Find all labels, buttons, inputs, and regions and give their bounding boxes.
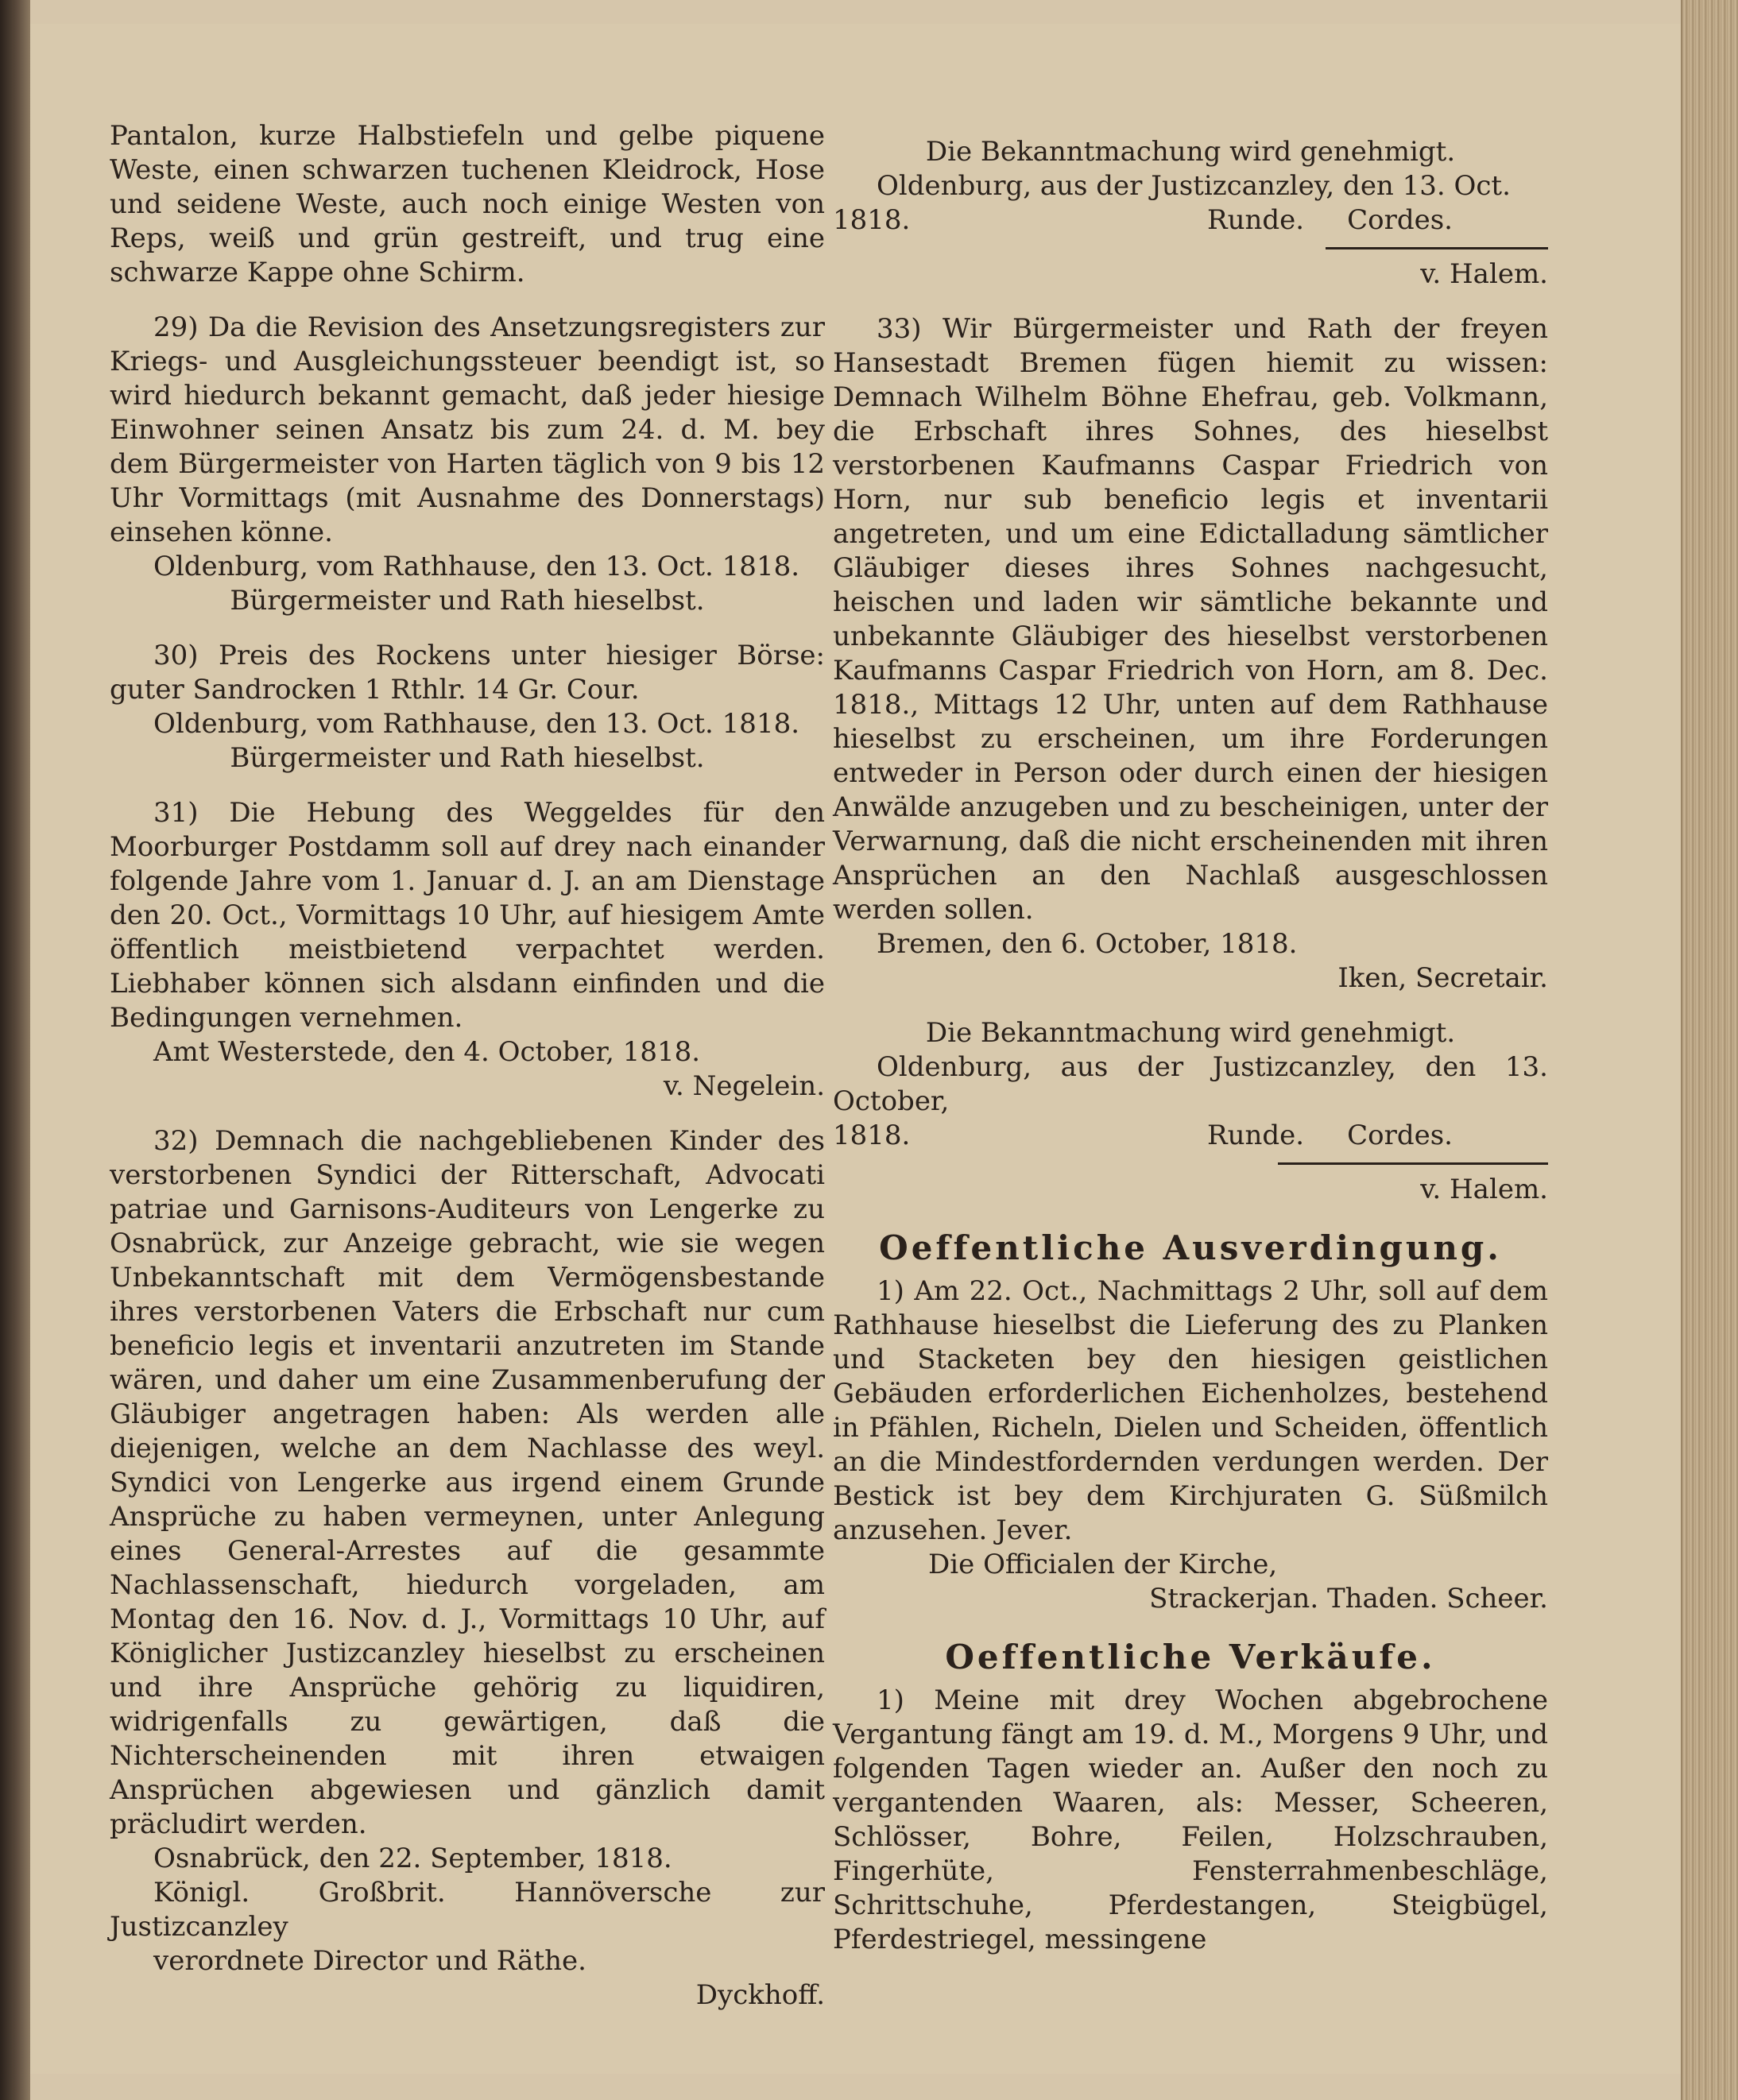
ausverdingung-1-signature-1: Die Officialen der Kirche, xyxy=(928,1549,1278,1580)
ausverdingung-1-text: 1) Am 22. Oct., Nachmittags 2 Uhr, soll auf dem Rathhause hieselbst die Lieferung des zu Planken und Stacketen bey den hiesigen geistlichen Gebäuden erforderlichen Eichenholzes, bestehend in Pfählen, Richeln, Dielen und Scheiden, öffentlich an die Mindestfordernden verdungen werden. Der Bestick ist bey dem Kirchjuraten G. Süßmilch anzusehen. Jever. xyxy=(833,1275,1548,1546)
paper-sheet xyxy=(30,24,1683,2074)
notice-32-signature: Dyckhoff. xyxy=(695,1979,825,2011)
notice-32-text: 32) Demnach die nachgebliebenen Kinder des verstorbenen Syndici der Ritterschaft, Advocati patriae und Garnisons-Auditeurs von Lengerke zu Osnabrück, zur Anzeige gebracht, wie sie wegen Unbekanntschaft mit dem Vermögensbestande ihres verstorbenen Vaters die Erbschaft nur cum beneficio legis et inventarii anzutreten im Stande wären, und daher um eine Zusammenberufung der Gläubiger angetragen haben: Als werden alle diejenigen, welche an dem Nachlasse des weyl. Syndici von Lengerke aus irgend einem Grunde Ansprüche zu haben vermeynen, unter Anlegung eines General-Arrestes auf die gesammte Nachlassenschaft, hiedurch vorgeladen, am Montag den 16. Nov. d. J., Vormittags 10 Uhr, auf Königlicher Justizcanzley hieselbst zu erscheinen und ihre Ansprüche gehörig zu liquidiren, widrigenfalls zu gewärtigen, daß die Nichterscheinenden mit ihren etwaigen Ansprüchen abgewiesen und gänzlich damit präcludirt werden. xyxy=(110,1125,825,1840)
approval-1-signature: v. Halem. xyxy=(1420,258,1548,290)
approval-1-year: 1818. xyxy=(833,204,911,236)
approval-2-names-row xyxy=(833,1119,1548,1153)
verkauf-1-text: 1) Meine mit drey Wochen abgebrochene Vergantung fängt am 19. d. M., Morgens 9 Uhr, und folgenden Tagen wieder an. Außer den noch zu vergantenden Waaren, als: Messer, Scheeren, Schlösser, Bohre, Feilen, Holzschrauben, Fingerhüte, Fensterrahmenbeschläge, Schrittschuhe, Pferdestangen, Steigbügel, Pferdestriegel, messingene xyxy=(833,1684,1548,1955)
book-spine xyxy=(0,0,30,2100)
notice-33-place: Bremen, den 6. October, 1818. xyxy=(877,928,1298,960)
ausverdingung-1-signature-2: Strackerjan. Thaden. Scheer. xyxy=(1149,1583,1548,1615)
right-column xyxy=(833,135,1548,1957)
page-fore-edge xyxy=(1681,0,1738,2100)
approval-2-place: Oldenburg, aus der Justizcanzley, den 13. October, xyxy=(833,1051,1548,1117)
section-heading-ausverdingung: Oeffentliche Ausverdingung. xyxy=(879,1228,1502,1267)
continued-description: Pantalon, kurze Halbstiefeln und gelbe piquene Weste, einen schwarzen tuchenen Kleidrock, Hose und seidene Weste, auch noch einige Westen von Reps, weiß und grün gestreift, und trug eine schwarze Kappe ohne Schirm. xyxy=(110,120,825,288)
notice-29-text: 29) Da die Revision des Ansetzungsregisters zur Kriegs- und Ausgleichungssteuer beendigt ist, so wird hiedurch bekannt gemacht, daß jeder hiesige Einwohner seinen Ansatz bis zum 24. d. M. bey dem Bürgermeister von Harten täglich von 9 bis 12 Uhr Vormittags (mit Ausnahme des Donnerstags) einsehen könne. xyxy=(110,311,825,548)
notice-32-authority-1: Königl. Großbrit. Hannöversche zur Justizcanzley xyxy=(110,1877,825,1943)
left-column xyxy=(110,119,825,2013)
notice-31-text: 31) Die Hebung des Weggeldes für den Moorburger Postdamm soll auf drey nach einander folgende Jahre vom 1. Januar d. J. an am Dienstage den 20. Oct., Vormittags 10 Uhr, auf hiesigem Amte öffentlich meistbietend verpachtet werden. Liebhaber können sich alsdann einfinden und die Bedingungen vernehmen. xyxy=(110,797,825,1034)
approval-2-year: 1818. xyxy=(833,1120,911,1151)
notice-32-place: Osnabrück, den 22. September, 1818. xyxy=(153,1843,672,1874)
notice-31-place: Amt Westerstede, den 4. October, 1818. xyxy=(153,1036,701,1068)
approval-1-names: Runde. Cordes. xyxy=(1206,204,1453,236)
approval-1-text: Die Bekanntmachung wird genehmigt. xyxy=(925,136,1456,168)
notice-30-signature: Bürgermeister und Rath hieselbst. xyxy=(230,742,705,774)
notice-29-signature: Bürgermeister und Rath hieselbst. xyxy=(230,585,705,617)
notice-30-place: Oldenburg, vom Rathhause, den 13. Oct. 1818. xyxy=(153,708,800,740)
approval-2-text: Die Bekanntmachung wird genehmigt. xyxy=(925,1017,1456,1049)
approval-1-place: Oldenburg, aus der Justizcanzley, den 13. Oct. xyxy=(877,170,1511,202)
approval-2-signature: v. Halem. xyxy=(1420,1174,1548,1205)
divider-rule xyxy=(1326,247,1548,249)
section-heading-verkaeufe: Oeffentliche Verkäufe. xyxy=(945,1638,1436,1677)
notice-29-place: Oldenburg, vom Rathhause, den 13. Oct. 1818. xyxy=(153,551,800,582)
notice-32-authority-2: verordnete Director und Räthe. xyxy=(153,1945,586,1977)
notice-33-text: 33) Wir Bürgermeister und Rath der freyen Hansestadt Bremen fügen hiemit zu wissen: Demnach Wilhelm Böhne Ehefrau, geb. Volkmann, die Erbschaft ihres Sohnes, des hieselbst verstorbenen Kaufmanns Caspar Friedrich von Horn, nur sub beneficio legis et inventarii angetreten, und um eine Edictalladung sämtlicher Gläubiger dieses ihres Sohnes nachgesucht, heischen und laden wir sämtliche bekannte und unbekannte Gläubiger des hieselbst verstorbenen Kaufmanns Caspar Friedrich von Horn, am 8. Dec. 1818., Mittags 12 Uhr, unten auf dem Rathhause hieselbst zu erscheinen, um ihre Forderungen entweder in Person oder durch einen der hiesigen Anwälde anzugeben und zu bescheinigen, unter der Verwarnung, daß die nicht erscheinenden mit ihren Ansprüchen an den Nachlaß ausgeschlossen werden sollen. xyxy=(833,313,1548,926)
notice-31-signature: v. Negelein. xyxy=(663,1070,825,1102)
divider-rule xyxy=(1278,1162,1548,1165)
notice-33-signature: Iken, Secretair. xyxy=(1337,962,1548,994)
approval-2-names: Runde. Cordes. xyxy=(1206,1120,1453,1151)
notice-30-text: 30) Preis des Rockens unter hiesiger Börse: guter Sandrocken 1 Rthlr. 14 Gr. Cour. xyxy=(110,640,825,706)
approval-1-names-row xyxy=(833,203,1548,238)
